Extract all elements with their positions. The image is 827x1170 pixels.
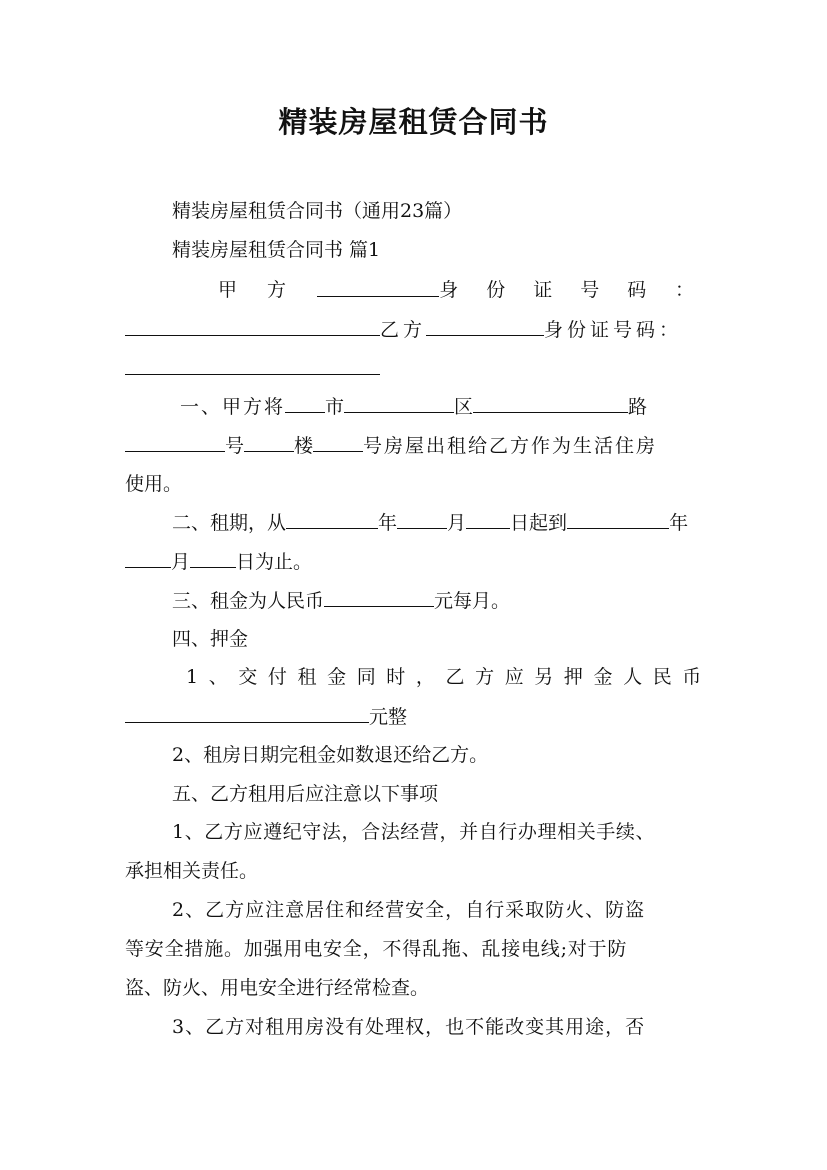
clause-1-road: 路 <box>628 396 648 418</box>
clause-1-line-1 <box>180 394 647 419</box>
clause-1-city: 市 <box>325 396 345 418</box>
clause-4-heading: 四、押金 <box>172 628 249 650</box>
party-a-colon: ： <box>674 279 694 301</box>
clause-2-end: 日为止。 <box>236 551 313 573</box>
party-b-line <box>125 317 682 342</box>
party-a-label: 甲方 <box>218 279 317 301</box>
blank <box>125 549 171 568</box>
clause-5-1-line-2: 承担相关责任。 <box>125 860 259 882</box>
blank <box>190 549 236 568</box>
clause-1-text-a: 一、甲方将 <box>180 396 286 418</box>
clause-3-text-a: 三、租金为人民币 <box>172 590 325 612</box>
blank <box>466 510 510 529</box>
clause-5-2-line-1: 2、乙方应注意居住和经营安全，自行采取防火、防盗 <box>172 899 646 921</box>
blank <box>125 433 225 452</box>
blank <box>473 394 628 413</box>
clause-5-heading: 五、乙方租用后应注意以下事项 <box>172 783 439 805</box>
party-a-id-label: 身份证号码 <box>439 279 675 301</box>
clause-2-line-2 <box>125 549 312 574</box>
clause-5-3-line-1: 3、乙方对租用房没有处理权，也不能改变其用途，否 <box>172 1016 646 1038</box>
clause-1-building: 楼 <box>294 435 314 457</box>
party-a-blank <box>317 278 439 297</box>
section-heading: 精装房屋租赁合同书 篇1 <box>172 239 381 261</box>
party-b-id-label: 身份证号码： <box>544 319 683 341</box>
document-title: 精装房屋租赁合同书 <box>278 105 549 139</box>
blank <box>125 704 369 723</box>
blank <box>285 394 325 413</box>
clause-5-1-line-1: 1、乙方应遵纪守法，合法经营，并自行办理相关手续、 <box>172 821 656 843</box>
clause-1-rest: 号房屋出租给乙方作为生活住房 <box>363 435 658 457</box>
clause-2-year-2: 年 <box>669 512 689 534</box>
clause-4-1-end: 元整 <box>369 706 408 728</box>
clause-5-2-line-3: 盗、防火、用电安全进行经常检查。 <box>125 977 430 999</box>
party-a-line <box>218 278 694 302</box>
party-b-label: 乙方 <box>380 319 427 341</box>
clause-3-text-b: 元每月。 <box>434 590 511 612</box>
blank <box>324 588 434 607</box>
clause-4-1-line-1: 1、交付租金同时，乙方应另押金人民币 <box>186 666 712 688</box>
clause-3-line <box>172 588 510 613</box>
clause-1-line-2 <box>125 433 657 458</box>
clause-1-district: 区 <box>454 396 474 418</box>
clause-2-text-a: 二、租期，从 <box>172 512 287 534</box>
clause-2-line-1 <box>172 510 688 535</box>
clause-1-line-3: 使用。 <box>125 473 183 495</box>
clause-5-2-line-2: 等安全措施。加强用电安全，不得乱拖、乱接电线;对于防 <box>125 938 628 960</box>
clause-2-from: 日起到 <box>510 512 568 534</box>
clause-4-1-line-2 <box>125 704 407 729</box>
party-b-id-line <box>125 356 380 381</box>
blank <box>567 510 669 529</box>
party-a-id-blank <box>125 317 380 336</box>
blank <box>344 394 454 413</box>
clause-2-year: 年 <box>378 512 398 534</box>
blank <box>397 510 447 529</box>
party-b-id-blank <box>125 356 380 375</box>
clause-4-2: 2、租房日期完租金如数退还给乙方。 <box>172 744 489 766</box>
clause-1-no: 号 <box>225 435 245 457</box>
clause-2-month: 月 <box>447 512 467 534</box>
document-subtitle: 精装房屋租赁合同书（通用23篇） <box>172 200 463 222</box>
blank <box>244 433 294 452</box>
blank <box>286 510 378 529</box>
blank <box>313 433 363 452</box>
party-b-blank <box>426 317 544 336</box>
clause-2-month-2: 月 <box>171 551 191 573</box>
